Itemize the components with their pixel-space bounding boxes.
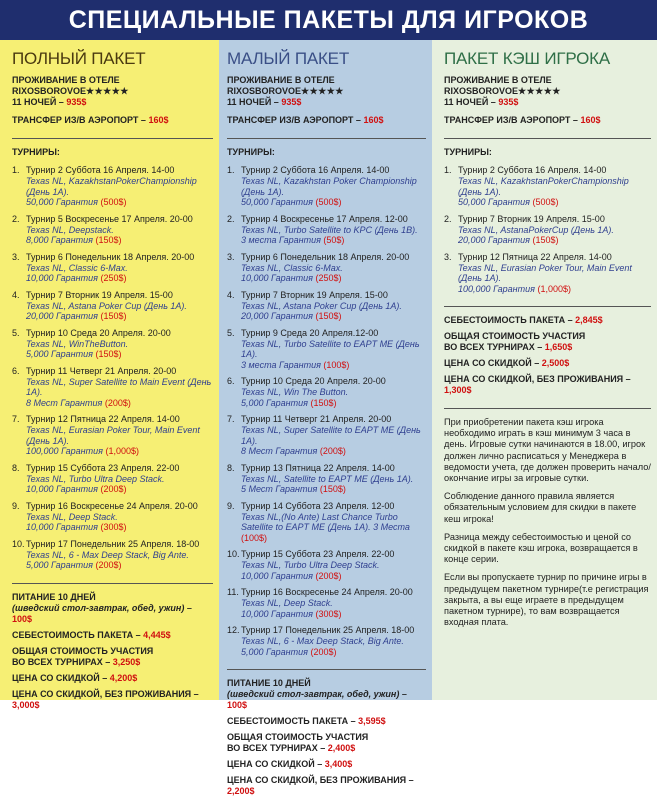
tournament-guarantee <box>26 273 213 284</box>
cost-line: СЕБЕСТОИМОСТЬ ПАКЕТА – 2,845$ <box>444 315 603 325</box>
guarantee-value: 8 Мест <box>26 397 58 408</box>
guarantee-label: Гарантия <box>271 570 313 581</box>
discount-no-hotel-price: 2,200$ <box>227 786 255 796</box>
guarantee-label: Гарантия <box>56 484 98 494</box>
tournament-guarantee <box>241 311 426 322</box>
tournament-date: Турнир 7 Вторник 19 Апреля. 15-00 <box>241 289 388 300</box>
tournament-number: 1. <box>12 165 20 175</box>
food-price: 100$ <box>227 700 248 710</box>
food-line: ПИТАНИЕ 10 ДНЕЙ (шведский стол-завтрак, обед, ужин) – 100$ <box>12 591 192 624</box>
tournament-item <box>12 501 213 533</box>
tournament-number: 4. <box>12 289 20 300</box>
guarantee-label: Гарантия <box>275 446 318 456</box>
tournament-guarantee <box>26 522 213 533</box>
tournament-date: Турнир 7 Вторник 19 Апреля. 15-00 <box>26 289 173 300</box>
buyin-fee: (250$) <box>100 273 127 283</box>
cost-price: 2,845$ <box>575 315 603 325</box>
tournament-event: Texas NL, Astana Poker Cup (День 1А). <box>26 300 187 311</box>
food-line: ПИТАНИЕ 10 ДНЕЙ (шведский стол-завтрак, обед, ужин) – 100$ <box>227 678 407 710</box>
guarantee-label: Гарантия <box>56 522 98 532</box>
tournament-event <box>241 512 426 544</box>
guarantee-label: Гарантия <box>488 197 530 207</box>
guarantee-label: Гарантия <box>271 608 313 619</box>
buyin-fee: (100$) <box>241 532 268 543</box>
tournament-date: Турнир 4 Воскресенье 17 Апреля. 12-00 <box>241 213 408 224</box>
tournament-event: Texas NL, Deep Stack. <box>241 598 333 608</box>
discount-no-hotel-line: ЦЕНА СО СКИДКОЙ, БЕЗ ПРОЖИВАНИЯ – 3,000$ <box>12 688 199 710</box>
discount-line: ЦЕНА СО СКИДКОЙ – 3,400$ <box>227 759 353 769</box>
tournament-guarantee <box>241 484 426 495</box>
tournament-date: Турнир 13 Пятница 22 Апреля. 14-00 <box>241 462 395 473</box>
tournament-list <box>12 165 213 571</box>
tournament-event: Texas NL, Eurasian Poker Tour, Main Event (День 1А). <box>458 262 632 283</box>
tournament-number: 4. <box>227 289 235 300</box>
tournament-line <box>227 414 426 425</box>
tournament-item <box>227 587 426 619</box>
guarantee-label: Гарантия <box>61 446 103 456</box>
guarantee-label: Гарантия <box>51 560 93 570</box>
guarantee-value: 8,000 <box>26 235 49 245</box>
tournament-item <box>227 252 426 284</box>
guarantee-value: 20,000 <box>241 311 269 321</box>
cash-note: При приобретении пакета кэш игрока необходимо играть в кэш минимум 3 часа в день. Игровые сутки начинаются в 18.00, игрок должен лично расписаться у Менеджера в ведомости учета, где должен проверить начало/окончание игры за игровые сутки. <box>444 417 651 484</box>
buyin-fee: (150$) <box>100 311 127 321</box>
guarantee-label: Гарантия <box>279 235 321 245</box>
tournament-event: Texas NL, KazakhstanPokerChampionship (День 1А). <box>458 176 629 197</box>
tournament-item <box>444 252 651 295</box>
tournament-line <box>12 501 213 512</box>
divider <box>444 408 651 409</box>
transfer-line: ТРАНСФЕР ИЗ/В АЭРОПОРТ – 160$ <box>227 115 384 125</box>
tournament-number: 12. <box>227 625 240 635</box>
tournament-guarantee <box>26 197 213 208</box>
buyin-fee: (200$) <box>319 446 346 456</box>
buyin-fee: (1,000$) <box>105 446 139 456</box>
guarantee-value: 20,000 <box>26 311 54 321</box>
tournament-event: Texas NL, 6 - Max Deep Stack, Big Ante. <box>26 549 189 560</box>
tournament-item <box>12 366 213 409</box>
tournament-number: 2. <box>227 213 235 224</box>
tournament-event: Texas NL, Kazakhstan Poker Championship (День 1А). <box>241 176 417 197</box>
guarantee-value: 100,000 <box>458 283 491 294</box>
tournament-event: Texas NL, Super Satellite to Main Event (День 1А). <box>26 376 212 397</box>
hotel-line: ПРОЖИВАНИЕ В ОТЕЛЕ RIXOSBOROVOE★★★★★ <box>444 75 561 96</box>
nights-line: 11 НОЧЕЙ – 935$ <box>444 97 519 107</box>
tournament-line <box>227 625 426 636</box>
tournament-number: 8. <box>227 462 235 473</box>
divider <box>444 138 651 139</box>
page-title: СПЕЦИАЛЬНЫЕ ПАКЕТЫ ДЛЯ ИГРОКОВ <box>68 6 589 34</box>
guarantee-value: 10,000 <box>241 570 269 581</box>
hotel-line: ПРОЖИВАНИЕ В ОТЕЛЕ RIXOSBOROVOE★★★★★ <box>227 75 344 96</box>
stars-icon: ★★★★★ <box>86 86 129 96</box>
guarantee-label: Гарантия <box>266 397 308 408</box>
guarantee-label: Гарантия <box>266 646 308 657</box>
tournament-item <box>227 414 426 457</box>
tournament-number: 10. <box>12 538 25 549</box>
cost-line: СЕБЕСТОИМОСТЬ ПАКЕТА – 3,595$ <box>227 716 386 726</box>
guarantee-label: Гарантия <box>56 311 98 321</box>
divider <box>12 583 213 584</box>
guarantee-label: Гарантия <box>51 349 93 359</box>
buyin-fee: (200$) <box>95 560 122 570</box>
tournament-line <box>227 501 426 512</box>
guarantee-value: 10,000 <box>26 522 54 532</box>
stars-icon: ★★★★★ <box>301 86 344 96</box>
package-summary <box>12 592 213 711</box>
tournament-list <box>227 165 426 657</box>
tournament-event: Texas NL, Classic 6-Max. <box>26 262 128 273</box>
discount-no-hotel-price: 1,300$ <box>444 385 472 395</box>
tournament-number: 2. <box>444 213 452 224</box>
tournament-number: 1. <box>227 165 235 175</box>
tournaments-heading: ТУРНИРЫ: <box>12 147 60 157</box>
tournament-event: Texas NL, 6 - Max Deep Stack, Big Ante. <box>241 636 404 646</box>
tournament-number: 5. <box>12 327 20 338</box>
tournament-number: 3. <box>444 251 452 262</box>
tournament-date: Турнир 2 Суббота 16 Апреля. 14-00 <box>26 165 175 175</box>
tournament-date: Турнир 2 Суббота 16 Апреля. 14-00 <box>241 165 390 175</box>
tournament-event: Texas NL, Turbo Satellite to EAPT ME (День 1А). <box>241 338 420 359</box>
nights-price: 935$ <box>66 97 87 107</box>
buyin-fee: (150$) <box>95 349 122 359</box>
tournament-guarantee <box>26 235 213 246</box>
tournament-guarantee <box>458 197 651 208</box>
cash-note: Если вы пропускаете турнир по причине игры в предыдущем пакетном турнире(т.е регистрация закрыта, а вы еще играете в предыдущем пакетном турнире), то вам возвращается входная плата. <box>444 572 649 628</box>
tournament-date: Турнир 12 Пятница 22 Апреля. 14-00 <box>26 414 180 424</box>
tournament-guarantee <box>241 609 426 620</box>
tournament-item <box>444 165 651 208</box>
tournament-guarantee <box>26 311 213 322</box>
guarantee-value: 5 Мест <box>241 484 273 494</box>
guarantee-label: Гарантия <box>271 311 313 321</box>
transfer-price: 160$ <box>580 115 601 125</box>
tournament-date: Турнир 9 Среда 20 Апреля.12-00 <box>241 327 379 338</box>
tournament-item <box>227 376 426 408</box>
nights-price: 935$ <box>281 97 302 107</box>
tournament-guarantee <box>241 398 426 409</box>
tournament-event: Texas NL, Classic 6-Max. <box>241 262 343 273</box>
tournament-item <box>227 549 426 581</box>
tournament-line <box>12 539 213 550</box>
guarantee-value: 50,000 <box>458 197 486 207</box>
tournament-date: Турнир 10 Среда 20 Апреля. 20-00 <box>241 376 386 386</box>
buyin-fee: (300$) <box>100 522 127 532</box>
tournament-line <box>444 214 651 225</box>
total-price: 3,250$ <box>112 656 141 667</box>
tournament-date: Турнир 7 Вторник 19 Апреля. 15-00 <box>458 213 605 224</box>
tournament-guarantee <box>241 571 426 582</box>
discount-line: ЦЕНА СО СКИДКОЙ – 4,200$ <box>12 672 138 683</box>
tournament-item <box>227 214 426 246</box>
tournament-item <box>12 539 213 571</box>
divider <box>227 669 426 670</box>
package-summary <box>444 315 651 396</box>
tournament-line <box>12 414 213 425</box>
buyin-fee: (200$) <box>104 397 131 408</box>
tournament-event: Texas NL, Eurasian Poker Tour, Main Event (День 1А). <box>26 425 200 446</box>
buyin-fee: (150$) <box>315 311 342 321</box>
tournament-line <box>227 165 426 176</box>
tournament-number: 10. <box>227 549 240 559</box>
tournament-item <box>12 214 213 246</box>
buyin-fee: (500$) <box>100 197 127 207</box>
tournament-item <box>12 290 213 322</box>
guarantee-value: 10,000 <box>241 273 269 283</box>
tournament-date: Турнир 15 Суббота 23 Апреля. 22-00 <box>241 549 395 559</box>
guarantee-label: Гарантия <box>488 235 530 245</box>
guarantee-value: 5,000 <box>241 397 264 408</box>
tournament-event: Texas NL, Turbo Satellite to KPC (День 1В). <box>241 224 418 235</box>
buyin-fee: (500$) <box>315 197 342 207</box>
discount-price: 3,400$ <box>324 759 353 769</box>
tournament-number: 1. <box>444 165 452 175</box>
guarantee-label: Гарантия <box>56 273 98 283</box>
total-line: ОБЩАЯ СТОИМОСТЬ УЧАСТИЯ ВО ВСЕХ ТУРНИРАХ – 1,650$ <box>444 331 586 352</box>
buyin-fee: (50$) <box>323 235 345 245</box>
tournament-line <box>444 252 651 263</box>
tournament-item <box>227 625 426 657</box>
tournament-number: 3. <box>12 251 20 262</box>
tournament-event: Texas NL, AstanaPokerCup (День 1А). <box>458 224 614 235</box>
tournament-number: 3. <box>227 251 235 262</box>
tournament-item <box>12 463 213 495</box>
nights-line: 11 НОЧЕЙ – 935$ <box>12 97 87 107</box>
discount-no-hotel-price: 3,000$ <box>12 699 40 710</box>
buyin-fee: (1,000$) <box>537 283 571 294</box>
tournament-guarantee <box>241 235 426 246</box>
nights-price: 935$ <box>498 97 519 107</box>
tournament-number: 9. <box>227 500 235 511</box>
cash-note: Соблюдение данного правила является обязательным условием для скидки в пакете кеш игрока! <box>444 491 637 524</box>
tournament-event: Texas NL, WinTheButton. <box>26 338 129 349</box>
total-line: ОБЩАЯ СТОИМОСТЬ УЧАСТИЯ ВО ВСЕХ ТУРНИРАХ – 3,250$ <box>12 645 154 667</box>
package-full-column <box>0 40 219 710</box>
discount-price: 4,200$ <box>109 672 138 683</box>
tournament-guarantee <box>26 398 213 409</box>
buyin-fee: (150$) <box>95 235 122 245</box>
buyin-fee: (150$) <box>319 484 346 494</box>
tournament-line <box>444 165 651 176</box>
tournament-item <box>12 414 213 457</box>
divider <box>444 306 651 307</box>
transfer-line: ТРАНСФЕР ИЗ/В АЭРОПОРТ – 160$ <box>12 115 169 125</box>
cost-line: СЕБЕСТОИМОСТЬ ПАКЕТА – 4,445$ <box>12 629 171 640</box>
tournament-line <box>227 376 426 387</box>
tournament-number: 7. <box>12 414 20 424</box>
tournament-line <box>227 587 426 598</box>
tournament-event-text: Texas NL,(No Ante) Last Chance Turbo Satellite to EAPT ME (День 1А). 3 Места <box>241 511 410 532</box>
guarantee-label: Гарантия <box>275 484 318 494</box>
guarantee-label: Гарантия <box>51 235 93 245</box>
tournament-date: Турнир 12 Пятница 22 Апреля. 14-00 <box>458 251 612 262</box>
package-cash-title: ПАКЕТ КЭШ ИГРОКА <box>444 49 610 68</box>
tournament-item <box>12 165 213 208</box>
tournament-event: Texas NL, Turbo Ultra Deep Stack. <box>26 473 165 484</box>
tournament-guarantee <box>241 273 426 284</box>
discount-no-hotel-line: ЦЕНА СО СКИДКОЙ, БЕЗ ПРОЖИВАНИЯ – 2,200$ <box>227 775 414 796</box>
guarantee-value: 5,000 <box>241 646 264 657</box>
tournament-number: 6. <box>12 365 20 376</box>
stars-icon: ★★★★★ <box>518 86 561 96</box>
tournament-item <box>227 501 426 544</box>
guarantee-value: 10,000 <box>241 608 269 619</box>
buyin-fee: (200$) <box>315 570 342 581</box>
total-line: ОБЩАЯ СТОИМОСТЬ УЧАСТИЯ ВО ВСЕХ ТУРНИРАХ – 2,400$ <box>227 732 369 753</box>
tournament-line <box>227 252 426 263</box>
buyin-fee: (100$) <box>323 359 350 370</box>
tournament-number: 6. <box>227 376 235 386</box>
tournament-line <box>12 463 213 474</box>
transfer-price: 160$ <box>148 115 169 125</box>
tournament-guarantee <box>241 360 426 371</box>
tournament-item <box>12 328 213 360</box>
cash-note: Разница между себестоимостью и ценой со скидкой в пакете кэш игрока, возвращается в конце серии. <box>444 531 638 565</box>
package-full-title: ПОЛНЫЙ ПАКЕТ <box>12 49 146 68</box>
discount-line: ЦЕНА СО СКИДКОЙ – 2,500$ <box>444 358 570 368</box>
tournament-item <box>227 165 426 208</box>
discount-no-hotel-line: ЦЕНА СО СКИДКОЙ, БЕЗ ПРОЖИВАНИЯ – 1,300$ <box>444 374 631 395</box>
tournament-line <box>12 366 213 377</box>
tournament-guarantee <box>458 235 651 246</box>
guarantee-value: 50,000 <box>26 197 54 207</box>
food-price: 100$ <box>12 613 33 624</box>
tournament-event: Texas NL, Super Satellite to EAPT ME (День 1А). <box>241 425 421 446</box>
tournament-number: 5. <box>227 327 235 338</box>
package-small-column <box>219 40 432 796</box>
buyin-fee: (200$) <box>310 646 337 657</box>
cost-price: 4,445$ <box>143 629 171 640</box>
tournament-date: Турнир 16 Воскресенье 24 Апреля. 20-00 <box>26 500 198 511</box>
tournament-event: Texas NL, KazakhstanPokerChampionship (День 1А). <box>26 176 197 197</box>
tournament-line <box>227 463 426 474</box>
tournament-date: Турнир 15 Суббота 23 Апреля. 22-00 <box>26 462 180 473</box>
tournament-event: Texas NL, Astana Poker Cup (День 1А). <box>241 300 402 311</box>
tournament-number: 2. <box>12 213 20 224</box>
guarantee-value: 100,000 <box>26 446 59 456</box>
guarantee-label: Гарантия <box>271 197 313 207</box>
guarantee-label: Гарантия <box>493 283 535 294</box>
tournament-date: Турнир 11 Четверг 21 Апреля. 20-00 <box>26 365 177 376</box>
tournament-date: Турнир 14 Суббота 23 Апреля. 12-00 <box>241 500 395 511</box>
tournament-item <box>227 463 426 495</box>
buyin-fee: (150$) <box>310 397 337 408</box>
page-title-banner <box>0 0 657 40</box>
tournament-line <box>12 165 213 176</box>
guarantee-value: 5,000 <box>26 349 49 359</box>
buyin-fee: (250$) <box>315 273 342 283</box>
package-small-title: МАЛЫЙ ПАКЕТ <box>227 49 350 68</box>
tournament-line <box>227 549 426 560</box>
package-summary <box>227 678 426 797</box>
guarantee-label: Гарантия <box>56 197 98 207</box>
cost-price: 3,595$ <box>358 716 386 726</box>
tournament-event: Texas NL, Satellite to EAPT ME (День 1А). <box>241 473 414 484</box>
tournament-event: Texas NL, Deep Stack. <box>26 511 118 522</box>
guarantee-value: 10,000 <box>26 484 54 494</box>
tournament-number: 8. <box>12 462 20 473</box>
tournaments-heading: ТУРНИРЫ: <box>444 147 492 157</box>
tournament-guarantee <box>26 446 213 457</box>
guarantee-value: 8 Мест <box>241 446 273 456</box>
buyin-fee: (500$) <box>532 197 559 207</box>
total-price: 1,650$ <box>544 342 573 352</box>
package-cash-column <box>432 40 657 700</box>
tournament-date: Турнир 6 Понедельник 18 Апреля. 20-00 <box>26 251 195 262</box>
guarantee-label: Гарантия <box>60 397 103 408</box>
hotel-line: ПРОЖИВАНИЕ В ОТЕЛЕ RIXOSBOROVOE★★★★★ <box>12 75 129 96</box>
tournament-line <box>12 290 213 301</box>
tournament-date: Турнир 17 Понедельник 25 Апреля. 18-00 <box>26 538 200 549</box>
guarantee-value: 3 места <box>241 359 277 370</box>
tournament-event: Texas NL, Deepstack. <box>26 224 114 235</box>
tournament-date: Турнир 16 Воскресенье 24 Апреля. 20-00 <box>241 587 413 597</box>
tournament-guarantee <box>241 446 426 457</box>
tournament-line <box>12 252 213 263</box>
discount-price: 2,500$ <box>541 358 570 368</box>
tournament-line <box>12 214 213 225</box>
guarantee-value: 10,000 <box>26 273 54 283</box>
tournaments-heading: ТУРНИРЫ: <box>227 147 275 157</box>
transfer-price: 160$ <box>363 115 384 125</box>
tournament-guarantee <box>26 484 213 495</box>
tournament-date: Турнир 11 Четверг 21 Апреля. 20-00 <box>241 414 392 424</box>
tournament-event: Texas NL, Win The Button. <box>241 387 349 397</box>
guarantee-value: 5,000 <box>26 560 49 570</box>
transfer-line: ТРАНСФЕР ИЗ/В АЭРОПОРТ – 160$ <box>444 115 601 125</box>
buyin-fee: (300$) <box>315 608 342 619</box>
guarantee-label: Гарантия <box>271 273 313 283</box>
guarantee-value: 3 места <box>241 235 277 245</box>
tournament-guarantee <box>241 197 426 208</box>
tournament-guarantee <box>458 284 651 295</box>
tournament-guarantee <box>26 349 213 360</box>
guarantee-label: Гарантия <box>279 359 321 370</box>
tournament-guarantee <box>26 560 213 571</box>
tournament-line <box>227 328 426 339</box>
tournament-line <box>12 328 213 339</box>
tournament-date: Турнир 17 Понедельник 25 Апреля. 18-00 <box>241 625 415 635</box>
tournament-item <box>444 214 651 246</box>
tournament-line <box>227 214 426 225</box>
tournament-date: Турнир 6 Понедельник 18 Апреля. 20-00 <box>241 251 410 262</box>
divider <box>227 138 426 139</box>
tournament-date: Турнир 5 Воскресенье 17 Апреля. 20-00 <box>26 213 193 224</box>
tournament-list <box>444 165 651 294</box>
guarantee-value: 20,000 <box>458 235 486 245</box>
tournament-number: 11. <box>227 587 239 597</box>
buyin-fee: (150$) <box>532 235 559 245</box>
buyin-fee: (200$) <box>100 484 127 494</box>
tournament-item <box>227 328 426 371</box>
tournament-guarantee <box>241 647 426 658</box>
tournament-number: 9. <box>12 500 20 511</box>
tournament-number: 7. <box>227 414 235 424</box>
tournament-date: Турнир 10 Среда 20 Апреля. 20-00 <box>26 327 171 338</box>
tournament-item <box>227 290 426 322</box>
tournament-item <box>12 252 213 284</box>
tournament-line <box>227 290 426 301</box>
tournament-date: Турнир 2 Суббота 16 Апреля. 14-00 <box>458 165 607 175</box>
nights-line: 11 НОЧЕЙ – 935$ <box>227 97 302 107</box>
divider <box>12 138 213 139</box>
tournament-event: Texas NL, Turbo Ultra Deep Stack. <box>241 560 380 570</box>
guarantee-value: 50,000 <box>241 197 269 207</box>
total-price: 2,400$ <box>327 743 356 753</box>
